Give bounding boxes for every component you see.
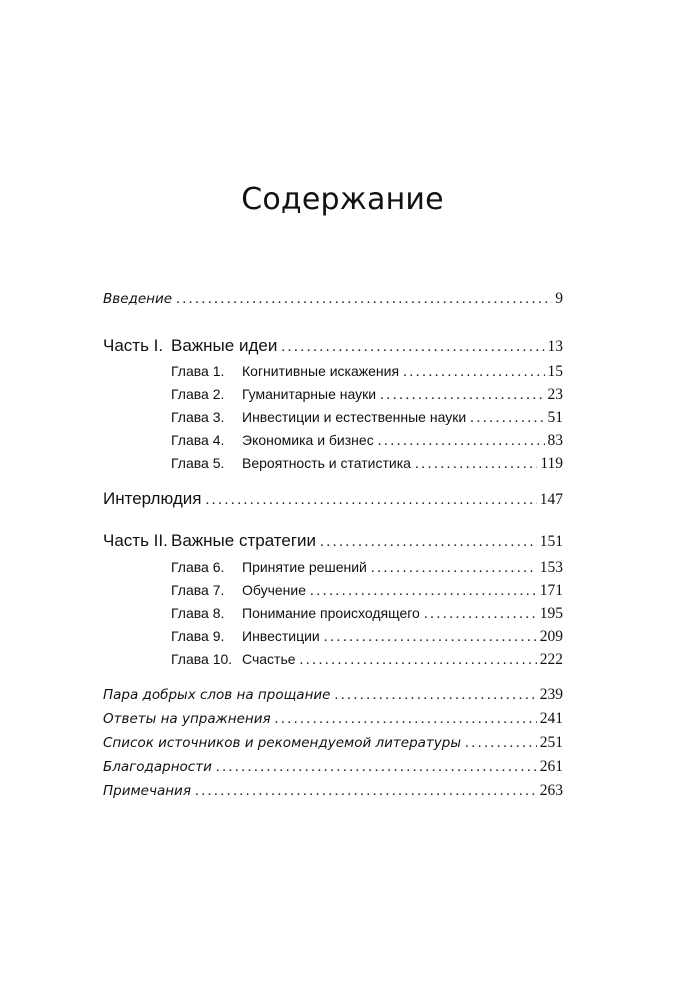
toc-entry-backmatter[interactable] [103, 710, 563, 734]
toc-entry-backmatter[interactable] [103, 686, 563, 710]
toc-page-number: 251 [539, 734, 563, 751]
toc-page-number: 51 [547, 409, 563, 426]
chapter-title: Понимание происходящего [242, 605, 420, 621]
toc-chapter[interactable] [171, 559, 563, 583]
toc-entry-label: Список источников и рекомендуемой литературы [103, 735, 462, 751]
toc-chapter[interactable] [171, 605, 563, 629]
toc-entry-backmatter[interactable] [103, 758, 563, 782]
leader-dots [300, 652, 537, 669]
toc-entry-label: Интерлюдия [103, 489, 202, 508]
toc-page-number: 119 [540, 455, 563, 472]
leader-dots [465, 735, 537, 752]
leader-dots [310, 583, 537, 600]
leader-dots [205, 492, 536, 509]
leader-dots [371, 560, 537, 577]
leader-dots [324, 629, 537, 646]
toc-entry-intro[interactable] [103, 290, 563, 314]
chapter-title: Счастье [242, 651, 296, 667]
toc-part-1[interactable] [103, 336, 563, 360]
toc-page-number: 239 [539, 686, 563, 703]
toc-chapter[interactable] [171, 628, 563, 652]
chapter-number: Глава 5. [171, 455, 225, 471]
toc-entry-label: Ответы на упражнения [103, 711, 271, 727]
chapter-title: Экономика и бизнес [242, 432, 374, 448]
toc-entry-label: Введение [103, 291, 173, 307]
part-number: Часть II. [103, 531, 168, 550]
toc-part-2[interactable] [103, 531, 563, 555]
leader-dots [424, 606, 537, 623]
chapter-number: Глава 9. [171, 628, 225, 644]
toc-entry-label: Благодарности [103, 759, 212, 775]
chapter-title: Инвестиции [242, 628, 320, 644]
toc-page-number: 241 [539, 710, 563, 727]
chapter-number: Глава 10. [171, 651, 233, 667]
leader-dots [195, 783, 537, 800]
toc-page-number: 209 [539, 628, 563, 645]
page-title: Содержание [241, 182, 444, 217]
toc-page-number: 23 [547, 386, 563, 403]
chapter-title: Принятие решений [242, 559, 367, 575]
toc-chapter[interactable] [171, 386, 563, 410]
chapter-title: Вероятность и статистика [242, 455, 411, 471]
leader-dots [378, 433, 545, 450]
chapter-number: Глава 8. [171, 605, 225, 621]
toc-chapter[interactable] [171, 432, 563, 456]
chapter-number: Глава 1. [171, 363, 225, 379]
chapter-number: Глава 6. [171, 559, 225, 575]
toc-chapter[interactable] [171, 363, 563, 387]
chapter-title: Когнитивные искажения [242, 363, 400, 379]
toc-chapter[interactable] [171, 409, 563, 433]
toc-page-number: 83 [547, 432, 563, 449]
toc-entry-label: Примечания [103, 783, 191, 799]
toc-chapter[interactable] [171, 651, 563, 675]
leader-dots [334, 687, 536, 704]
leader-dots [216, 759, 537, 776]
chapter-number: Глава 4. [171, 432, 225, 448]
toc-page-number: 9 [555, 290, 563, 307]
toc-page-number: 261 [539, 758, 563, 775]
toc-chapter[interactable] [171, 455, 563, 479]
leader-dots [320, 534, 537, 551]
toc-entry-label: Пара добрых слов на прощание [103, 687, 331, 703]
toc-interlude[interactable] [103, 489, 563, 513]
leader-dots [403, 364, 544, 381]
leader-dots [415, 456, 537, 473]
leader-dots [176, 291, 552, 308]
leader-dots [281, 339, 544, 356]
chapter-number: Глава 7. [171, 582, 225, 598]
toc-entry-backmatter[interactable] [103, 734, 563, 758]
leader-dots [275, 711, 537, 728]
toc-page-number: 13 [547, 338, 563, 355]
toc-page-number: 153 [539, 559, 563, 576]
chapter-number: Глава 3. [171, 409, 225, 425]
toc-entry-backmatter[interactable] [103, 782, 563, 806]
toc-page-number: 263 [539, 782, 563, 799]
part-title: Важные стратегии [171, 531, 317, 550]
chapter-title: Инвестиции и естественные науки [242, 409, 467, 425]
toc-page-number: 171 [539, 582, 563, 599]
chapter-title: Гуманитарные науки [242, 386, 377, 402]
toc-page-number: 151 [539, 533, 563, 550]
part-title: Важные идеи [171, 336, 278, 355]
toc-page-number: 222 [539, 651, 563, 668]
chapter-title: Обучение [242, 582, 307, 598]
leader-dots [380, 387, 544, 404]
toc-chapter[interactable] [171, 582, 563, 606]
toc-page-number: 15 [547, 363, 563, 380]
toc-page-number: 147 [539, 491, 563, 508]
chapter-number: Глава 2. [171, 386, 225, 402]
part-number: Часть I. [103, 336, 164, 355]
toc-page-number: 195 [539, 605, 563, 622]
leader-dots [470, 410, 544, 427]
